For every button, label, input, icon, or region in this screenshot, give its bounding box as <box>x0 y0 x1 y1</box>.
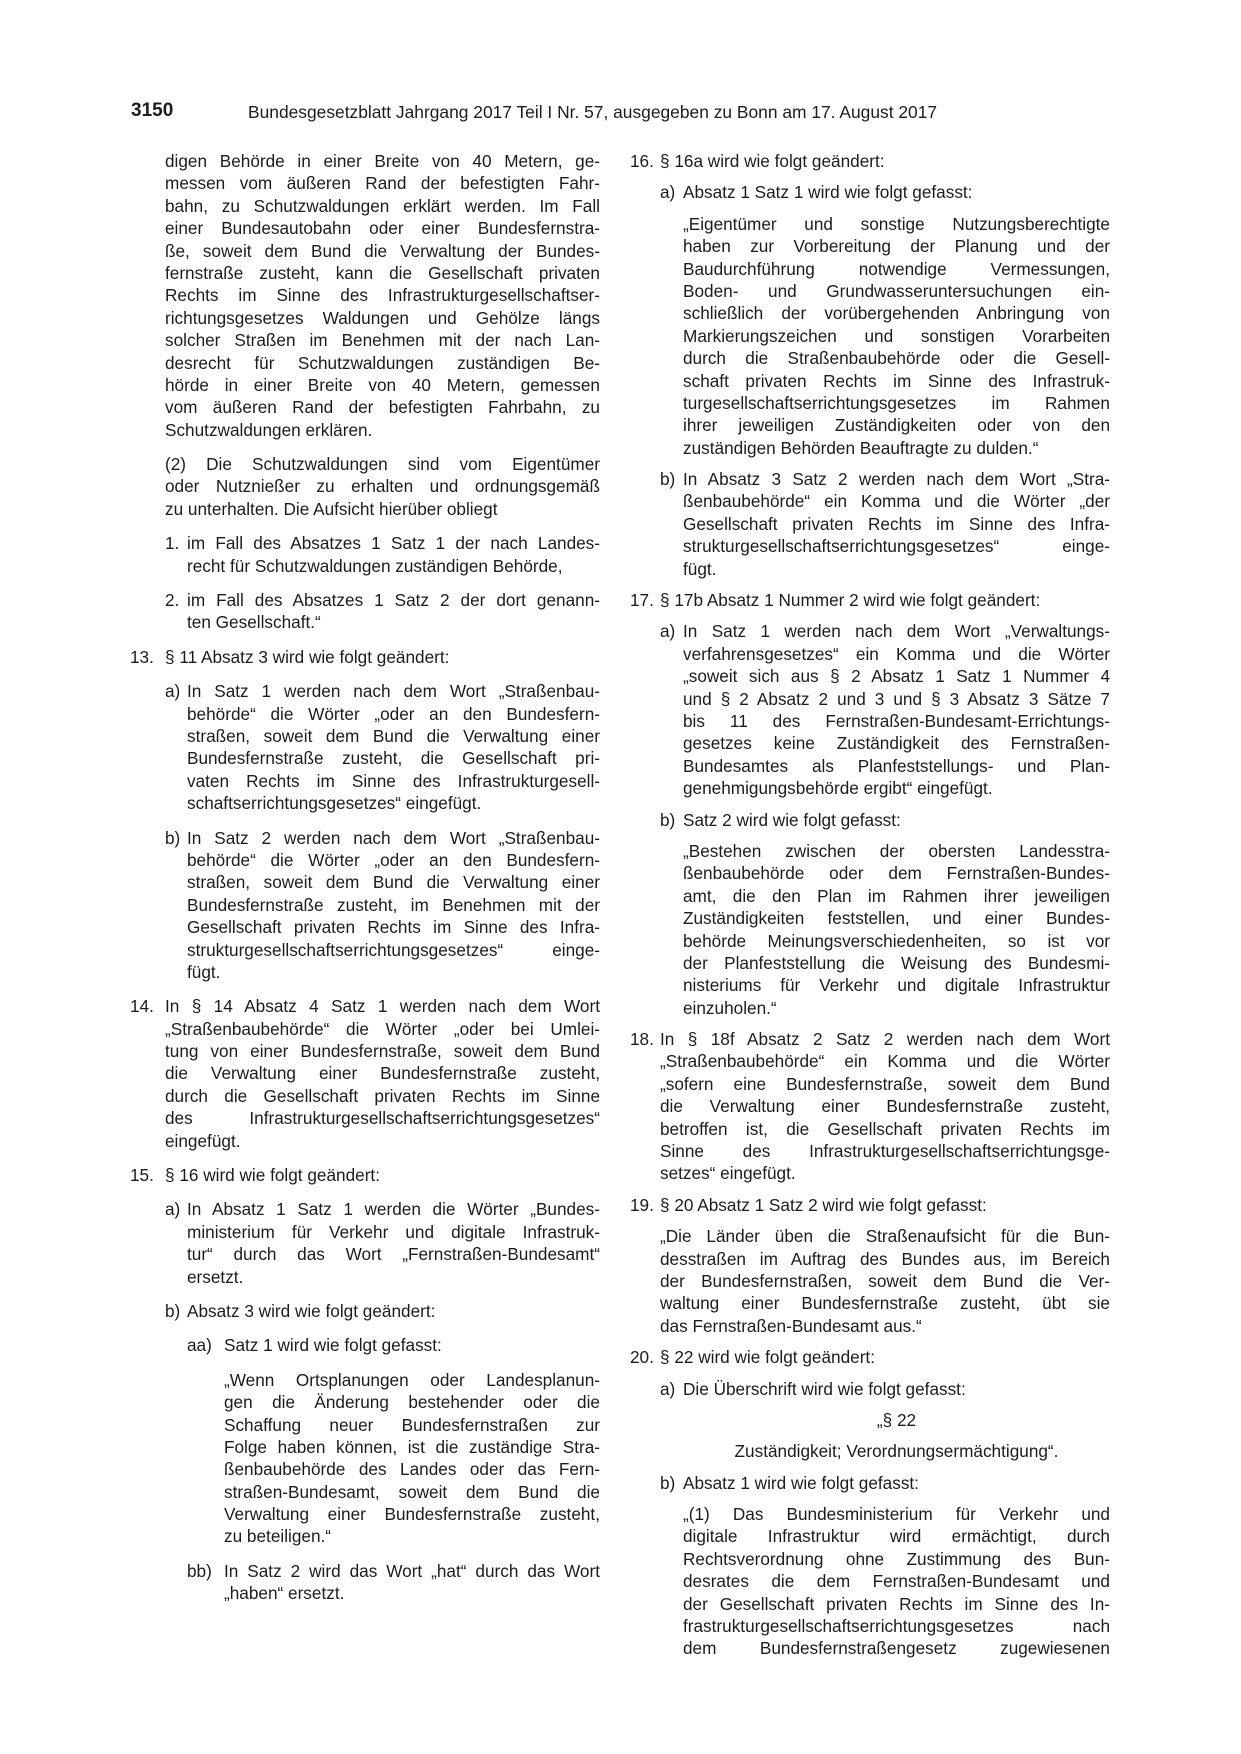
text-line <box>630 347 1110 369</box>
list-marker: 13. <box>130 646 154 667</box>
text-line <box>630 732 1110 754</box>
list-marker: b) <box>660 469 676 490</box>
text-line <box>130 419 600 441</box>
line-text: Rechts im Sinne des Infrastrukturgesellschaftser- <box>165 285 600 306</box>
text-line <box>630 1225 1110 1247</box>
line-text: eingefügt. <box>165 1130 241 1151</box>
text-line <box>630 643 1110 665</box>
line-text: Schutzwaldungen erklären. <box>165 419 373 440</box>
text-line <box>130 611 600 633</box>
text-line <box>630 1118 1110 1140</box>
list-marker: b) <box>165 1300 181 1321</box>
line-text: ße, soweit dem Bund die Verwaltung der Bundes- <box>165 240 600 261</box>
line-text: dem Bundesfernstraßengesetz zugewiesenen <box>683 1638 1110 1659</box>
text-line <box>630 710 1110 732</box>
paragraph-gap <box>130 815 600 827</box>
line-text: Verwaltung einer Bundesfernstraße zusteht, <box>224 1504 600 1525</box>
line-text: Bundesfernstraße zusteht, im Benehmen mit der <box>187 894 600 915</box>
text-line <box>130 1391 600 1413</box>
line-text: haben zur Vorbereitung der Planung und der <box>683 236 1110 257</box>
text-line <box>130 1018 600 1040</box>
paragraph-gap <box>630 611 1110 620</box>
line-text: Zuständigkeit; Verordnungsermächtigung“. <box>734 1441 1059 1462</box>
left-column <box>130 150 600 1605</box>
line-text: strukturgesellschaftserrichtungsgesetzes“ einge- <box>187 939 600 960</box>
line-text: einer Bundesautobahn oder einer Bundesfernstra- <box>165 218 600 239</box>
text-line <box>130 1560 600 1582</box>
line-text: behörde Meinungsverschiedenheiten, so ist vor <box>683 930 1110 951</box>
text-line <box>630 1440 1110 1462</box>
running-title: Bundesgesetzblatt Jahrgang 2017 Teil I Nr. 57, ausgegeben zu Bonn am 17. August 2017 <box>248 102 938 122</box>
text-line <box>130 284 600 306</box>
text-line <box>130 939 600 961</box>
line-text: Schaffung neuer Bundesfernstraßen zur <box>224 1414 600 1435</box>
line-text: „Straßenbaubehörde“ ein Komma und die Wörter <box>660 1051 1110 1072</box>
paragraph-gap <box>630 204 1110 213</box>
line-text: ministerium für Verkehr und digitale Infrastruk- <box>187 1221 600 1242</box>
line-text: der Gesellschaft privaten Rechts im Sinne des In- <box>683 1593 1110 1614</box>
list-marker: 16. <box>630 151 654 171</box>
line-text: das Fernstraßen-Bundesamt aus.“ <box>660 1315 922 1336</box>
paragraph-gap <box>630 1494 1110 1503</box>
line-text: ßenbaubehörde des Landes oder das Fern- <box>224 1459 600 1480</box>
list-marker: 15. <box>130 1165 154 1186</box>
line-text: amt, die den Plan im Rahmen ihrer jeweiligen <box>683 885 1110 906</box>
list-marker: 18. <box>630 1029 654 1050</box>
text-line <box>130 894 600 916</box>
text-line <box>630 1570 1110 1592</box>
line-text: der Planfeststellung die Weisung des Bundesmi- <box>683 952 1110 973</box>
line-text: Satz 2 wird wie folgt gefasst: <box>683 809 901 830</box>
line-text: ßenbaubehörde“ ein Komma und die Wörter „der <box>683 491 1110 512</box>
line-text: § 17b Absatz 1 Nummer 2 wird wie folgt geändert: <box>660 590 1041 611</box>
text-line <box>130 725 600 747</box>
text-line <box>130 1436 600 1458</box>
line-text: Satz 1 wird wie folgt gefasst: <box>224 1335 442 1356</box>
text-line <box>630 558 1110 580</box>
line-text: ßenbaubehörde oder dem Fernstraßen-Bundes- <box>683 863 1110 884</box>
text-line <box>630 414 1110 436</box>
text-line <box>630 468 1110 490</box>
line-text: In Satz 1 werden nach dem Wort „Straßenbau- <box>187 681 600 702</box>
text-line <box>630 1194 1110 1216</box>
text-line <box>130 995 600 1017</box>
text-line <box>630 392 1110 414</box>
text-line <box>630 755 1110 777</box>
line-text: „Straßenbaubehörde“ die Wörter „oder bei Umlei- <box>165 1018 600 1039</box>
text-line <box>630 862 1110 884</box>
line-text: „sofern eine Bundesfernstraße, soweit dem Bund <box>660 1073 1110 1094</box>
line-text: straßen-Bundesamt, soweit dem Bund die <box>224 1481 600 1502</box>
line-text: Folge haben können, ist die zuständige Stra- <box>224 1436 600 1457</box>
text-line <box>630 535 1110 557</box>
line-text: recht für Schutzwaldungen zuständigen Behörde, <box>187 555 563 576</box>
line-text: betroffen ist, die Gesellschaft privaten Rechts im <box>660 1118 1110 1139</box>
line-text: In Satz 2 wird das Wort „hat“ durch das Wort <box>224 1560 600 1581</box>
text-line <box>630 1073 1110 1095</box>
page-header <box>131 100 1111 124</box>
text-line <box>130 307 600 329</box>
line-text: gesetzes keine Zuständigkeit des Fernstraßen- <box>683 733 1110 754</box>
paragraph-gap <box>130 1548 600 1560</box>
line-text: behörde“ die Wörter „oder an den Bundesfern- <box>187 849 600 870</box>
paragraph-gap <box>630 1337 1110 1346</box>
line-text: fügt. <box>187 961 221 982</box>
line-text: der Bundesfernstraßen, soweit dem Bund die Ver- <box>660 1270 1110 1291</box>
text-line <box>130 172 600 194</box>
list-marker: a) <box>660 621 676 642</box>
line-text: strukturgesellschaftserrichtungsgesetzes“ einge- <box>683 536 1110 557</box>
line-text: im Fall des Absatzes 1 Satz 2 der dort genann- <box>187 590 600 611</box>
line-text: straßen, soweit dem Bund die Verwaltung einer <box>187 872 600 893</box>
text-line <box>630 181 1110 203</box>
text-line <box>130 1243 600 1265</box>
paragraph-gap <box>630 580 1110 589</box>
text-line <box>630 513 1110 535</box>
text-line <box>630 1292 1110 1314</box>
text-line <box>130 150 600 172</box>
line-text: „§ 22 <box>876 1409 917 1430</box>
line-text: Bundesamtes als Planfeststellungs- und Plan- <box>683 755 1110 776</box>
line-text: waltung einer Bundesfernstraße zusteht, übt sie <box>660 1293 1110 1314</box>
line-text: vaten Rechts im Sinne des Infrastrukturgesell- <box>187 770 600 791</box>
text-line <box>630 1378 1110 1400</box>
text-line <box>630 840 1110 862</box>
text-line <box>130 849 600 871</box>
list-marker: b) <box>660 809 676 830</box>
right-column <box>630 150 1110 1660</box>
line-text: zu beteiligen.“ <box>224 1526 332 1547</box>
text-line <box>130 453 600 475</box>
list-marker: a) <box>165 681 181 702</box>
text-line <box>630 490 1110 512</box>
line-text: nisteriums für Verkehr und digitale Infrastruktur <box>683 975 1110 996</box>
paragraph-gap <box>130 983 600 995</box>
line-text: § 11 Absatz 3 wird wie folgt geändert: <box>165 646 450 667</box>
text-line <box>130 916 600 938</box>
line-text: die Verwaltung einer Bundesfernstraße zusteht, <box>165 1063 600 1084</box>
line-text: „(1) Das Bundesministerium für Verkehr und <box>683 1504 1110 1525</box>
line-text: tung von einer Bundesfernstraße, soweit dem Bund <box>165 1041 600 1062</box>
text-line <box>130 1107 600 1129</box>
paragraph-gap <box>130 577 600 589</box>
text-line <box>630 150 1110 172</box>
line-text: zu unterhalten. Die Aufsicht hierüber obliegt <box>165 498 498 519</box>
text-line <box>130 792 600 814</box>
line-text: (2) Die Schutzwaldungen sind vom Eigentümer <box>165 454 600 475</box>
page-number: 3150 <box>131 100 174 121</box>
line-text: messen vom äußeren Rand der befestigten Fahr- <box>165 173 600 194</box>
line-text: Zuständigkeiten feststellen, und einer Bundes- <box>683 908 1110 929</box>
line-text: tur“ durch das Wort „Fernstraßen-Bundesamt“ <box>187 1244 600 1265</box>
text-line <box>630 997 1110 1019</box>
line-text: § 20 Absatz 1 Satz 2 wird wie folgt gefasst: <box>660 1194 987 1215</box>
line-text: „Die Länder üben die Straßenaufsicht für die Bun- <box>660 1226 1110 1247</box>
text-line <box>630 589 1110 611</box>
line-text: bis 11 des Fernstraßen-Bundesamt-Errichtungs- <box>683 710 1110 731</box>
list-marker: b) <box>165 827 181 848</box>
line-text: fernstraße zusteht, kann die Gesellschaft privaten <box>165 262 600 283</box>
text-line <box>630 1050 1110 1072</box>
line-text: fügt. <box>683 558 717 579</box>
text-line <box>130 1503 600 1525</box>
text-line <box>630 302 1110 324</box>
line-text: des Infrastrukturgesellschaftserrichtungsgesetzes“ <box>165 1108 600 1129</box>
line-text: bahn, zu Schutzwaldungen erklärt werden. Im Fall <box>165 195 600 216</box>
line-text: In Satz 2 werden nach dem Wort „Straßenbau- <box>187 827 600 848</box>
text-line <box>130 240 600 262</box>
text-line <box>130 1369 600 1391</box>
text-line <box>630 280 1110 302</box>
text-line <box>630 1315 1110 1337</box>
text-line <box>130 827 600 849</box>
text-line <box>630 1637 1110 1659</box>
line-text: vom äußeren Rand der befestigten Fahrbahn, zu <box>165 397 600 418</box>
line-text: setzes“ eingefügt. <box>660 1163 796 1184</box>
list-marker: a) <box>660 182 676 203</box>
line-text: oder Nutznießer zu erhalten und ordnungsgemäß <box>165 476 600 497</box>
line-text: digen Behörde in einer Breite von 40 Metern, ge- <box>165 151 600 171</box>
line-text: Boden- und Grundwasseruntersuchungen ein- <box>683 280 1110 301</box>
list-marker: 19. <box>630 1194 654 1215</box>
text-line <box>630 1615 1110 1637</box>
text-line <box>630 777 1110 799</box>
line-text: schaftserrichtungsgesetzes“ eingefügt. <box>187 793 482 814</box>
paragraph-gap <box>130 634 600 646</box>
list-marker: b) <box>660 1472 676 1493</box>
line-text: solcher Straßen im Benehmen mit der nach Lan- <box>165 330 600 351</box>
line-text: Absatz 1 Satz 1 wird wie folgt gefasst: <box>683 182 973 203</box>
text-line <box>130 703 600 725</box>
line-text: In Satz 1 werden nach dem Wort „Verwaltungs- <box>683 621 1110 642</box>
line-text: ten Gesellschaft.“ <box>187 612 321 633</box>
text-line <box>630 370 1110 392</box>
line-text: digitale Infrastruktur wird ermächtigt, durch <box>683 1526 1110 1547</box>
list-marker: aa) <box>187 1335 212 1356</box>
paragraph-gap <box>630 831 1110 840</box>
paragraph-gap <box>630 172 1110 181</box>
text-line <box>130 1300 600 1322</box>
text-line <box>130 1130 600 1152</box>
line-text: Die Überschrift wird wie folgt gefasst: <box>683 1378 966 1399</box>
text-line <box>130 1085 600 1107</box>
text-line <box>130 262 600 284</box>
line-text: In Absatz 1 Satz 1 werden die Wörter „Bundes- <box>187 1199 600 1220</box>
line-text: die Verwaltung einer Bundesfernstraße zusteht, <box>660 1096 1110 1117</box>
text-line <box>130 374 600 396</box>
line-text: zuständigen Behörden Beauftragte zu dulden.“ <box>683 437 1039 458</box>
text-line <box>130 961 600 983</box>
text-line <box>630 930 1110 952</box>
paragraph-gap <box>630 1216 1110 1225</box>
line-text: Rechtsverordnung ohne Zustimmung des Bun- <box>683 1548 1110 1569</box>
line-text: § 16 wird wie folgt geändert: <box>165 1165 380 1186</box>
text-line <box>630 325 1110 347</box>
text-line <box>630 1525 1110 1547</box>
text-line <box>130 498 600 520</box>
text-line <box>630 809 1110 831</box>
text-line <box>130 871 600 893</box>
text-line <box>130 646 600 668</box>
text-line <box>630 1503 1110 1525</box>
text-line <box>130 1334 600 1356</box>
list-marker: 2. <box>165 590 180 611</box>
line-text: durch die Gesellschaft privaten Rechts im Sinne <box>165 1085 600 1106</box>
line-text: richtungsgesetzes Waldungen und Gehölze längs <box>165 307 600 328</box>
text-line <box>130 396 600 418</box>
text-line <box>130 532 600 554</box>
line-text: schließlich der vorübergehenden Anbringung von <box>683 303 1110 324</box>
line-text: hörde in einer Breite von 40 Metern, gemessen <box>165 374 600 395</box>
paragraph-gap <box>130 441 600 453</box>
line-text: Absatz 3 wird wie folgt geändert: <box>187 1300 436 1321</box>
line-text: frastrukturgesellschaftserrichtungsgesetzes nach <box>683 1616 1110 1637</box>
text-line <box>630 1248 1110 1270</box>
line-text: Gesellschaft privaten Rechts im Sinne des Infra- <box>187 917 600 938</box>
list-marker: a) <box>660 1378 676 1399</box>
line-text: In § 14 Absatz 4 Satz 1 werden nach dem Wort <box>165 996 600 1017</box>
line-text: schaft privaten Rechts im Sinne des Infrastruk- <box>683 370 1110 391</box>
text-line <box>130 329 600 351</box>
text-line <box>130 217 600 239</box>
text-line <box>630 258 1110 280</box>
line-text: Baudurchführung notwendige Vermessungen, <box>683 258 1110 279</box>
text-line <box>630 665 1110 687</box>
line-text: gen die Änderung bestehender oder die <box>224 1392 600 1413</box>
text-line <box>130 680 600 702</box>
text-line <box>130 589 600 611</box>
text-line <box>130 747 600 769</box>
list-marker: 1. <box>165 533 180 554</box>
list-marker: a) <box>165 1199 181 1220</box>
text-line <box>130 1164 600 1186</box>
text-line <box>130 1062 600 1084</box>
paragraph-gap <box>630 1369 1110 1378</box>
text-line <box>130 770 600 792</box>
line-text: verfahrensgesetzes“ ein Komma und die Wörter <box>683 643 1110 664</box>
line-text: In § 18f Absatz 2 Satz 2 werden nach dem Wort <box>660 1029 1110 1050</box>
paragraph-gap <box>630 1431 1110 1440</box>
line-text: § 16a wird wie folgt geändert: <box>660 151 885 171</box>
line-text: genehmigungsbehörde ergibt“ eingefügt. <box>683 778 993 799</box>
list-marker: 20. <box>630 1347 654 1368</box>
line-text: ihrer jeweiligen Zuständigkeiten oder von den <box>683 415 1110 436</box>
paragraph-gap <box>130 1186 600 1198</box>
text-line <box>630 907 1110 929</box>
text-line <box>130 1198 600 1220</box>
text-line <box>130 1266 600 1288</box>
text-line <box>630 235 1110 257</box>
text-line <box>630 1140 1110 1162</box>
paragraph-gap <box>630 1400 1110 1409</box>
line-text: „Eigentümer und sonstige Nutzungsberechtigte <box>683 213 1110 234</box>
text-line <box>630 885 1110 907</box>
line-text: „Bestehen zwischen der obersten Landesstra- <box>683 840 1110 861</box>
line-text: desrecht für Schutzwaldungen zuständigen Be- <box>165 352 600 373</box>
line-text: desrates die dem Fernstraßen-Bundesamt und <box>683 1571 1110 1592</box>
text-line <box>130 1458 600 1480</box>
text-line <box>630 437 1110 459</box>
paragraph-gap <box>130 520 600 532</box>
paragraph-gap <box>130 1357 600 1369</box>
text-line <box>130 1221 600 1243</box>
paragraph-gap <box>630 459 1110 468</box>
text-line <box>630 974 1110 996</box>
text-line <box>630 952 1110 974</box>
list-marker: bb) <box>187 1560 212 1581</box>
text-line <box>630 688 1110 710</box>
line-text: „soweit sich aus § 2 Absatz 1 Satz 1 Nummer 4 <box>683 666 1110 687</box>
list-marker: 14. <box>130 996 154 1017</box>
text-line <box>630 1270 1110 1292</box>
paragraph-gap <box>130 1152 600 1164</box>
paragraph-gap <box>130 1288 600 1300</box>
text-line <box>130 195 600 217</box>
line-text: Gesellschaft privaten Rechts im Sinne des Infra- <box>683 513 1110 534</box>
line-text: „Wenn Ortsplanungen oder Landesplanun- <box>224 1369 600 1390</box>
line-text: Bundesfernstraße zusteht, die Gesellschaft pri- <box>187 748 600 769</box>
line-text: turgesellschaftserrichtungsgesetzes im Rahmen <box>683 392 1110 413</box>
text-line <box>630 1409 1110 1431</box>
text-line <box>130 1582 600 1604</box>
line-text: Sinne des Infrastrukturgesellschaftserrichtungsge- <box>660 1141 1110 1162</box>
line-text: ersetzt. <box>187 1266 244 1287</box>
paragraph-gap <box>630 1185 1110 1194</box>
text-line <box>630 1095 1110 1117</box>
text-line <box>130 1414 600 1436</box>
line-text: „haben“ ersetzt. <box>224 1583 345 1604</box>
text-line <box>630 1548 1110 1570</box>
text-line <box>130 555 600 577</box>
text-line <box>130 1481 600 1503</box>
text-line <box>630 213 1110 235</box>
line-text: Markierungszeichen und sonstigen Vorarbeiten <box>683 325 1110 346</box>
line-text: § 22 wird wie folgt geändert: <box>660 1347 875 1368</box>
paragraph-gap <box>130 1322 600 1334</box>
paragraph-gap <box>630 1019 1110 1028</box>
text-line <box>130 1040 600 1062</box>
line-text: In Absatz 3 Satz 2 werden nach dem Wort „Stra- <box>683 469 1110 490</box>
line-text: durch die Straßenbaubehörde oder die Gesell- <box>683 348 1110 369</box>
text-line <box>130 1525 600 1547</box>
line-text: Absatz 1 wird wie folgt gefasst: <box>683 1472 919 1493</box>
paragraph-gap <box>630 1463 1110 1472</box>
line-text: und § 2 Absatz 2 und 3 und § 3 Absatz 3 Sätze 7 <box>683 688 1110 709</box>
text-line <box>630 1593 1110 1615</box>
text-line <box>130 475 600 497</box>
paragraph-gap <box>630 800 1110 809</box>
paragraph-gap <box>130 668 600 680</box>
text-line <box>630 1028 1110 1050</box>
line-text: desstraßen im Auftrag des Bundes aus, im Bereich <box>660 1248 1110 1269</box>
text-line <box>630 1346 1110 1368</box>
text-line <box>630 1162 1110 1184</box>
text-line <box>130 352 600 374</box>
text-line <box>630 1472 1110 1494</box>
list-marker: 17. <box>630 590 654 611</box>
line-text: behörde“ die Wörter „oder an den Bundesfern- <box>187 703 600 724</box>
line-text: straßen, soweit dem Bund die Verwaltung einer <box>187 725 600 746</box>
text-line <box>630 620 1110 642</box>
line-text: einzuholen.“ <box>683 997 777 1018</box>
line-text: im Fall des Absatzes 1 Satz 1 der nach Landes- <box>187 533 600 554</box>
